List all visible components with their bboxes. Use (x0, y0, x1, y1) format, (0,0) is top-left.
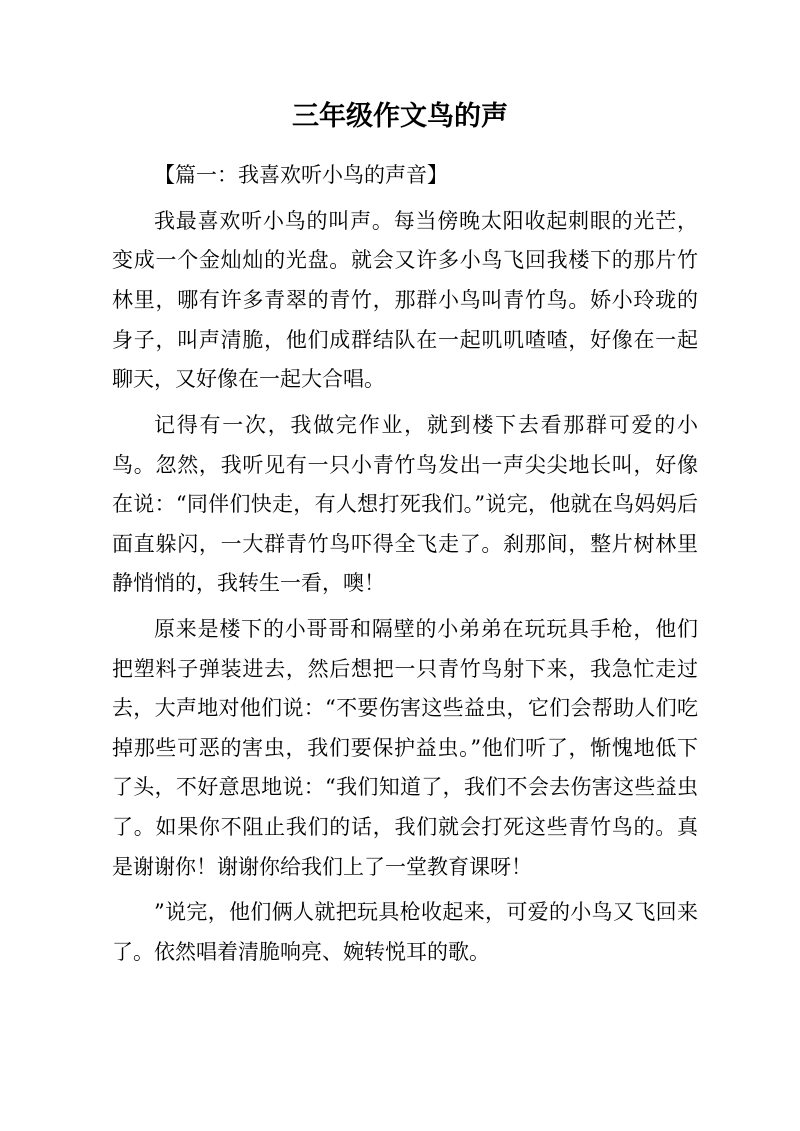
document-body (112, 156, 698, 973)
section-heading: 【篇一：我喜欢听小鸟的声音】 (154, 163, 448, 187)
page-title: 三年级作文鸟的声 (292, 101, 508, 132)
paragraph-3: 原来是楼下的小哥哥和隔壁的小弟弟在玩玩具手枪，他们把塑料子弹装进去，然后想把一只青竹鸟射下来，我急忙走过去，大声地对他们说：“不要伤害这些益虫，它们会帮助人们吃掉那些可恶的害虫，我们要保护益虫。”他们听了，惭愧地低下了头，不好意思地说：“我们知道了，我们不会去伤害这些益虫了。如果你不阻止我们的话，我们就会打死这些青竹鸟的。真是谢谢你！谢谢你给我们上了一堂教育课呀！ (112, 617, 698, 879)
paragraph-2: 记得有一次，我做完作业，就到楼下去看那群可爱的小鸟。忽然，我听见有一只小青竹鸟发出一声尖尖地长叫，好像在说：“同伴们快走，有人想打死我们。”说完，他就在鸟妈妈后面直躲闪，一大群青竹鸟吓得全飞走了。刹那间，整片树林里静悄悄的，我转生一看，噢！ (112, 412, 698, 596)
paragraph-1: 我最喜欢听小鸟的叫声。每当傍晚太阳收起刺眼的光芒，变成一个金灿灿的光盘。就会又许多小鸟飞回我楼下的那片竹林里，哪有许多青翠的青竹，那群小鸟叫青竹鸟。娇小玲珑的身子，叫声清脆，他们成群结队在一起叽叽喳喳，好像在一起聊天，又好像在一起大合唱。 (112, 208, 698, 392)
paragraph-4: ”说完，他们俩人就把玩具枪收起来，可爱的小鸟又飞回来了。依然唱着清脆响亮、婉转悦耳的歌。 (112, 900, 698, 965)
